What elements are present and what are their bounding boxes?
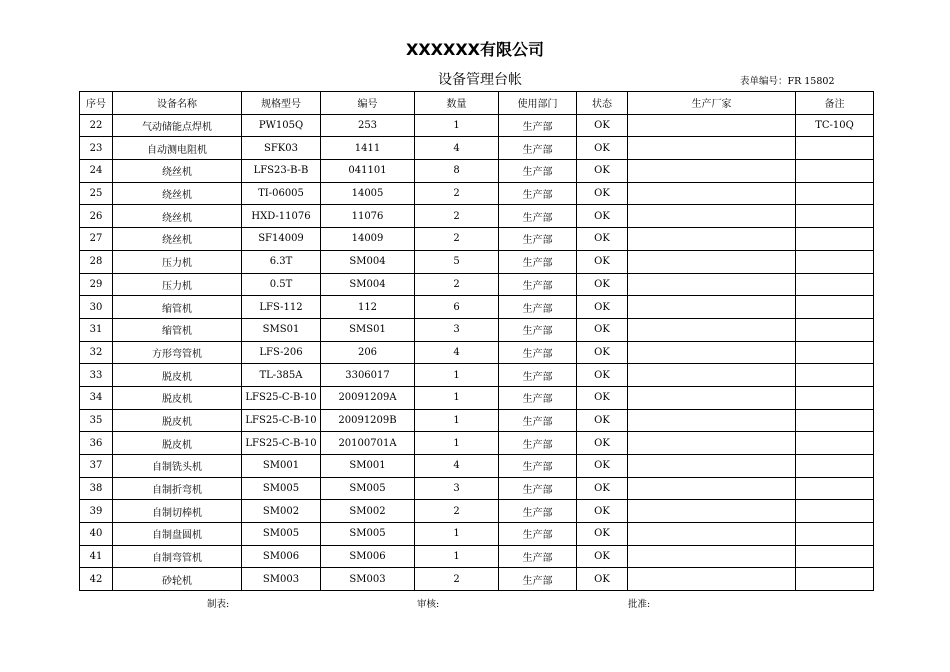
approved-by-label: 批准: xyxy=(628,599,651,610)
cell-department: 生产部 xyxy=(499,432,577,455)
cell-manufacturer xyxy=(628,545,796,568)
cell-index: 34 xyxy=(80,386,113,409)
cell-status: OK xyxy=(577,500,628,523)
cell-index: 35 xyxy=(80,409,113,432)
cell-manufacturer xyxy=(628,568,796,591)
cell-status: OK xyxy=(577,114,628,137)
cell-remarks xyxy=(796,523,874,546)
cell-manufacturer xyxy=(628,386,796,409)
cell-quantity: 2 xyxy=(415,273,499,296)
cell-model: LFS23-B-B xyxy=(242,160,321,183)
cell-status: OK xyxy=(577,523,628,546)
cell-status: OK xyxy=(577,228,628,251)
table-row xyxy=(80,273,874,296)
cell-code: SM003 xyxy=(321,568,415,591)
cell-model: SM003 xyxy=(242,568,321,591)
cell-manufacturer xyxy=(628,409,796,432)
cell-index: 37 xyxy=(80,455,113,478)
cell-equipment-name: 绕丝机 xyxy=(113,205,242,228)
cell-department: 生产部 xyxy=(499,386,577,409)
table-row xyxy=(80,296,874,319)
table-row xyxy=(80,250,874,273)
cell-remarks xyxy=(796,409,874,432)
cell-code: 14005 xyxy=(321,182,415,205)
cell-remarks xyxy=(796,455,874,478)
cell-remarks xyxy=(796,137,874,160)
column-header-remarks: 备注 xyxy=(796,92,874,115)
cell-remarks xyxy=(796,273,874,296)
cell-index: 28 xyxy=(80,250,113,273)
cell-remarks: TC-10Q xyxy=(796,114,874,137)
cell-department: 生产部 xyxy=(499,160,577,183)
cell-remarks xyxy=(796,500,874,523)
cell-model: LFS25-C-B-10 xyxy=(242,386,321,409)
cell-equipment-name: 自制盘圆机 xyxy=(113,523,242,546)
cell-model: LFS-112 xyxy=(242,296,321,319)
cell-quantity: 4 xyxy=(415,341,499,364)
cell-equipment-name: 气动储能点焊机 xyxy=(113,114,242,137)
cell-equipment-name: 自动测电阻机 xyxy=(113,137,242,160)
cell-manufacturer xyxy=(628,273,796,296)
cell-remarks xyxy=(796,160,874,183)
cell-status: OK xyxy=(577,477,628,500)
cell-department: 生产部 xyxy=(499,364,577,387)
cell-status: OK xyxy=(577,182,628,205)
company-name: XXXXXX有限公司 xyxy=(405,40,545,59)
table-row xyxy=(80,432,874,455)
table-row xyxy=(80,114,874,137)
cell-manufacturer xyxy=(628,182,796,205)
cell-code: 3306017 xyxy=(321,364,415,387)
cell-manufacturer xyxy=(628,205,796,228)
cell-department: 生产部 xyxy=(499,568,577,591)
cell-status: OK xyxy=(577,455,628,478)
cell-department: 生产部 xyxy=(499,205,577,228)
cell-quantity: 3 xyxy=(415,477,499,500)
cell-department: 生产部 xyxy=(499,296,577,319)
cell-remarks xyxy=(796,182,874,205)
cell-manufacturer xyxy=(628,455,796,478)
cell-model: SM005 xyxy=(242,523,321,546)
cell-department: 生产部 xyxy=(499,455,577,478)
cell-department: 生产部 xyxy=(499,545,577,568)
cell-model: LFS-206 xyxy=(242,341,321,364)
document-title: 设备管理台帐 xyxy=(438,72,522,88)
cell-quantity: 2 xyxy=(415,568,499,591)
cell-status: OK xyxy=(577,296,628,319)
cell-status: OK xyxy=(577,568,628,591)
cell-index: 27 xyxy=(80,228,113,251)
table-row xyxy=(80,568,874,591)
cell-quantity: 1 xyxy=(415,545,499,568)
cell-manufacturer xyxy=(628,364,796,387)
cell-code: 20091209B xyxy=(321,409,415,432)
cell-status: OK xyxy=(577,341,628,364)
cell-status: OK xyxy=(577,318,628,341)
cell-equipment-name: 自制铣头机 xyxy=(113,455,242,478)
cell-equipment-name: 缩管机 xyxy=(113,318,242,341)
cell-model: 0.5T xyxy=(242,273,321,296)
table-row xyxy=(80,455,874,478)
cell-manufacturer xyxy=(628,432,796,455)
cell-remarks xyxy=(796,477,874,500)
cell-quantity: 2 xyxy=(415,182,499,205)
cell-model: TL-385A xyxy=(242,364,321,387)
column-header-index: 序号 xyxy=(80,92,113,115)
cell-code: 041101 xyxy=(321,160,415,183)
cell-status: OK xyxy=(577,545,628,568)
cell-code: SM005 xyxy=(321,523,415,546)
cell-manufacturer xyxy=(628,160,796,183)
cell-remarks xyxy=(796,432,874,455)
cell-quantity: 2 xyxy=(415,228,499,251)
cell-model: SM001 xyxy=(242,455,321,478)
table-row xyxy=(80,477,874,500)
column-header-model: 规格型号 xyxy=(242,92,321,115)
cell-index: 38 xyxy=(80,477,113,500)
table-row xyxy=(80,364,874,387)
cell-manufacturer xyxy=(628,500,796,523)
cell-model: LFS25-C-B-10 xyxy=(242,432,321,455)
table-row xyxy=(80,409,874,432)
cell-department: 生产部 xyxy=(499,318,577,341)
cell-index: 33 xyxy=(80,364,113,387)
cell-status: OK xyxy=(577,250,628,273)
cell-manufacturer xyxy=(628,477,796,500)
cell-code: 11076 xyxy=(321,205,415,228)
cell-manufacturer xyxy=(628,114,796,137)
cell-quantity: 1 xyxy=(415,409,499,432)
table-row xyxy=(80,160,874,183)
cell-equipment-name: 自制弯管机 xyxy=(113,545,242,568)
cell-index: 29 xyxy=(80,273,113,296)
cell-status: OK xyxy=(577,386,628,409)
cell-index: 42 xyxy=(80,568,113,591)
cell-quantity: 4 xyxy=(415,455,499,478)
cell-manufacturer xyxy=(628,228,796,251)
cell-quantity: 8 xyxy=(415,160,499,183)
cell-quantity: 2 xyxy=(415,500,499,523)
table-row xyxy=(80,137,874,160)
cell-index: 24 xyxy=(80,160,113,183)
cell-code: SMS01 xyxy=(321,318,415,341)
cell-status: OK xyxy=(577,205,628,228)
cell-remarks xyxy=(796,545,874,568)
cell-equipment-name: 砂轮机 xyxy=(113,568,242,591)
table-row xyxy=(80,341,874,364)
cell-equipment-name: 脱皮机 xyxy=(113,386,242,409)
cell-equipment-name: 脱皮机 xyxy=(113,409,242,432)
cell-model: LFS25-C-B-10 xyxy=(242,409,321,432)
cell-code: SM005 xyxy=(321,477,415,500)
column-header-code: 编号 xyxy=(321,92,415,115)
cell-equipment-name: 自制切棒机 xyxy=(113,500,242,523)
cell-code: 20100701A xyxy=(321,432,415,455)
cell-equipment-name: 绕丝机 xyxy=(113,160,242,183)
cell-department: 生产部 xyxy=(499,477,577,500)
cell-code: 20091209A xyxy=(321,386,415,409)
cell-quantity: 1 xyxy=(415,364,499,387)
table-row xyxy=(80,500,874,523)
cell-equipment-name: 压力机 xyxy=(113,273,242,296)
cell-remarks xyxy=(796,250,874,273)
cell-code: 1411 xyxy=(321,137,415,160)
cell-remarks xyxy=(796,228,874,251)
table-row xyxy=(80,205,874,228)
cell-quantity: 4 xyxy=(415,137,499,160)
column-header-department: 使用部门 xyxy=(499,92,577,115)
column-header-status: 状态 xyxy=(577,92,628,115)
cell-department: 生产部 xyxy=(499,523,577,546)
cell-index: 30 xyxy=(80,296,113,319)
reviewed-by-label: 审核: xyxy=(417,599,440,610)
cell-department: 生产部 xyxy=(499,500,577,523)
cell-status: OK xyxy=(577,364,628,387)
cell-equipment-name: 脱皮机 xyxy=(113,364,242,387)
cell-index: 23 xyxy=(80,137,113,160)
cell-quantity: 6 xyxy=(415,296,499,319)
cell-status: OK xyxy=(577,432,628,455)
cell-department: 生产部 xyxy=(499,182,577,205)
cell-index: 39 xyxy=(80,500,113,523)
table-row xyxy=(80,545,874,568)
cell-remarks xyxy=(796,386,874,409)
cell-remarks xyxy=(796,318,874,341)
prepared-by-label: 制表: xyxy=(207,599,230,610)
cell-index: 36 xyxy=(80,432,113,455)
cell-model: PW105Q xyxy=(242,114,321,137)
cell-manufacturer xyxy=(628,318,796,341)
cell-manufacturer xyxy=(628,137,796,160)
cell-index: 22 xyxy=(80,114,113,137)
cell-department: 生产部 xyxy=(499,341,577,364)
table-row xyxy=(80,523,874,546)
form-number: 表单编号：FR 15802 xyxy=(740,76,835,87)
table-row xyxy=(80,318,874,341)
cell-index: 25 xyxy=(80,182,113,205)
cell-status: OK xyxy=(577,409,628,432)
cell-quantity: 1 xyxy=(415,523,499,546)
cell-equipment-name: 缩管机 xyxy=(113,296,242,319)
cell-index: 32 xyxy=(80,341,113,364)
cell-model: SM005 xyxy=(242,477,321,500)
cell-equipment-name: 绕丝机 xyxy=(113,182,242,205)
cell-code: SM004 xyxy=(321,273,415,296)
cell-quantity: 5 xyxy=(415,250,499,273)
cell-code: SM004 xyxy=(321,250,415,273)
cell-quantity: 1 xyxy=(415,432,499,455)
cell-model: 6.3T xyxy=(242,250,321,273)
cell-manufacturer xyxy=(628,523,796,546)
cell-department: 生产部 xyxy=(499,409,577,432)
cell-equipment-name: 自制折弯机 xyxy=(113,477,242,500)
cell-code: 112 xyxy=(321,296,415,319)
cell-model: SM006 xyxy=(242,545,321,568)
cell-equipment-name: 脱皮机 xyxy=(113,432,242,455)
header-row xyxy=(80,92,874,115)
cell-department: 生产部 xyxy=(499,273,577,296)
cell-quantity: 1 xyxy=(415,114,499,137)
cell-index: 31 xyxy=(80,318,113,341)
cell-code: 14009 xyxy=(321,228,415,251)
cell-department: 生产部 xyxy=(499,137,577,160)
cell-status: OK xyxy=(577,137,628,160)
cell-status: OK xyxy=(577,273,628,296)
cell-quantity: 2 xyxy=(415,205,499,228)
column-header-manufacturer: 生产厂家 xyxy=(628,92,796,115)
cell-quantity: 3 xyxy=(415,318,499,341)
cell-remarks xyxy=(796,205,874,228)
cell-department: 生产部 xyxy=(499,250,577,273)
cell-remarks xyxy=(796,296,874,319)
cell-department: 生产部 xyxy=(499,114,577,137)
cell-code: 206 xyxy=(321,341,415,364)
cell-manufacturer xyxy=(628,250,796,273)
cell-manufacturer xyxy=(628,296,796,319)
cell-index: 26 xyxy=(80,205,113,228)
cell-remarks xyxy=(796,341,874,364)
cell-model: HXD-11076 xyxy=(242,205,321,228)
cell-remarks xyxy=(796,364,874,387)
cell-equipment-name: 绕丝机 xyxy=(113,228,242,251)
equipment-ledger-table xyxy=(79,91,874,591)
cell-code: 253 xyxy=(321,114,415,137)
cell-model: SFK03 xyxy=(242,137,321,160)
table-row xyxy=(80,228,874,251)
cell-remarks xyxy=(796,568,874,591)
cell-status: OK xyxy=(577,160,628,183)
cell-equipment-name: 方形弯管机 xyxy=(113,341,242,364)
cell-quantity: 1 xyxy=(415,386,499,409)
table-row xyxy=(80,182,874,205)
cell-department: 生产部 xyxy=(499,228,577,251)
cell-equipment-name: 压力机 xyxy=(113,250,242,273)
column-header-quantity: 数量 xyxy=(415,92,499,115)
cell-code: SM001 xyxy=(321,455,415,478)
cell-model: SM002 xyxy=(242,500,321,523)
table-row xyxy=(80,386,874,409)
cell-model: SF14009 xyxy=(242,228,321,251)
cell-model: TI-06005 xyxy=(242,182,321,205)
column-header-equipment-name: 设备名称 xyxy=(113,92,242,115)
cell-manufacturer xyxy=(628,341,796,364)
cell-model: SMS01 xyxy=(242,318,321,341)
cell-index: 40 xyxy=(80,523,113,546)
cell-index: 41 xyxy=(80,545,113,568)
cell-code: SM002 xyxy=(321,500,415,523)
cell-code: SM006 xyxy=(321,545,415,568)
